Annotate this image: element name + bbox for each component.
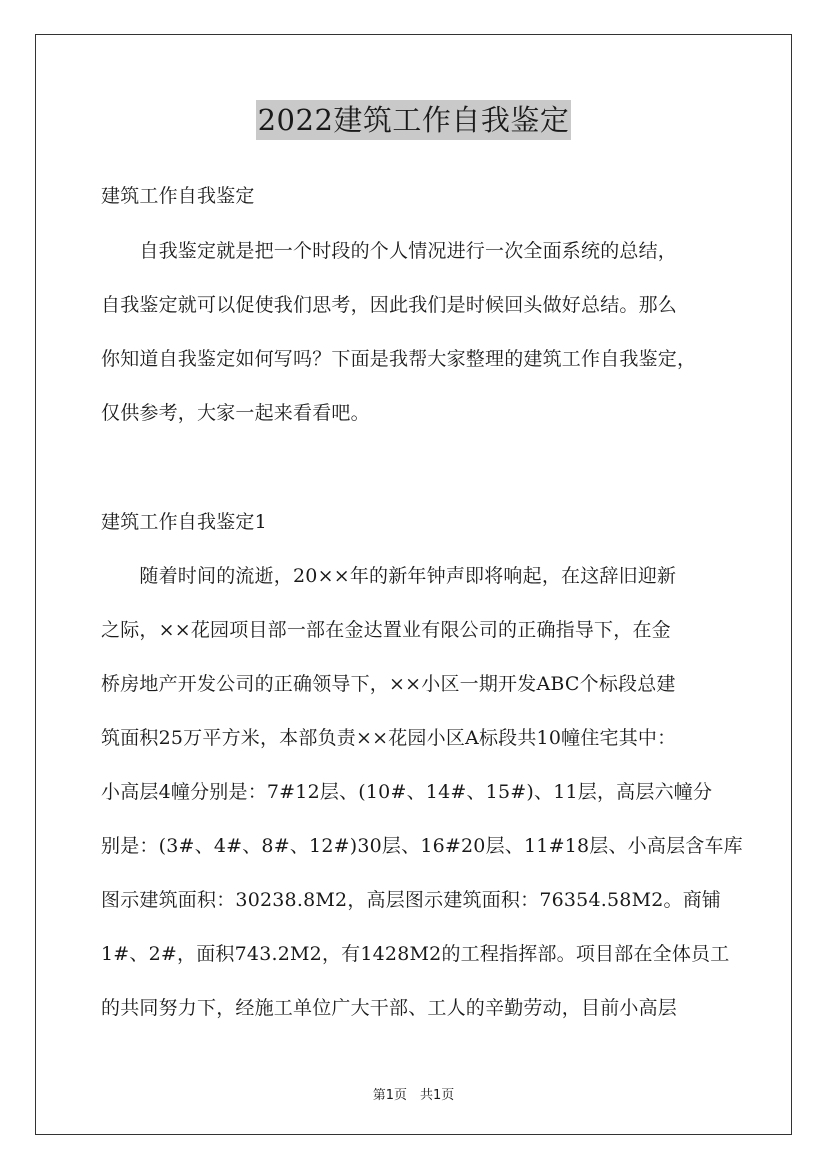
section-heading: 建筑工作自我鉴定 (101, 185, 255, 207)
paragraph-line: 桥房地产开发公司的正确领导下，××小区一期开发ABC个标段总建 (101, 673, 676, 695)
paragraph-line: 小高层4幢分别是：7#12层、(10#、14#、15#)、11层，高层六幢分 (101, 781, 713, 803)
paragraph-line: 自我鉴定就可以促使我们思考，因此我们是时候回头做好总结。那么 (101, 294, 678, 316)
paragraph-line: 你知道自我鉴定如何写吗？下面是我帮大家整理的建筑工作自我鉴定， (101, 348, 697, 370)
paragraph-line: 筑面积25万平方米，本部负责××花园小区A标段共10幢住宅其中： (101, 727, 677, 749)
paragraph-line: 的共同努力下，经施工单位广大干部、工人的辛勤劳动，目前小高层 (101, 997, 678, 1019)
paragraph-line: 图示建筑面积：30238.8M2，高层图示建筑面积：76354.58M2。商铺 (101, 889, 722, 911)
paragraph-line: 自我鉴定就是把一个时段的个人情况进行一次全面系统的总结， (101, 240, 678, 262)
page-footer: 第1页 共1页 (372, 1088, 455, 1103)
paragraph-line: 别是：(3#、4#、8#、12#)30层、16#20层、11#18层、小高层含车库 (101, 835, 743, 857)
paragraph-line: 之际，××花园项目部一部在金达置业有限公司的正确指导下，在金 (101, 619, 671, 641)
section-heading: 建筑工作自我鉴定1 (101, 511, 267, 533)
title-block (0, 100, 827, 140)
document-title: 2022建筑工作自我鉴定 (256, 100, 572, 140)
paragraph-line: 随着时间的流逝，20××年的新年钟声即将响起，在这辞旧迎新 (101, 565, 677, 587)
paragraph-line: 仅供参考，大家一起来看看吧。 (101, 402, 370, 424)
paragraph-line: 1#、2#，面积743.2M2，有1428M2的工程指挥部。项目部在全体员工 (101, 943, 730, 965)
